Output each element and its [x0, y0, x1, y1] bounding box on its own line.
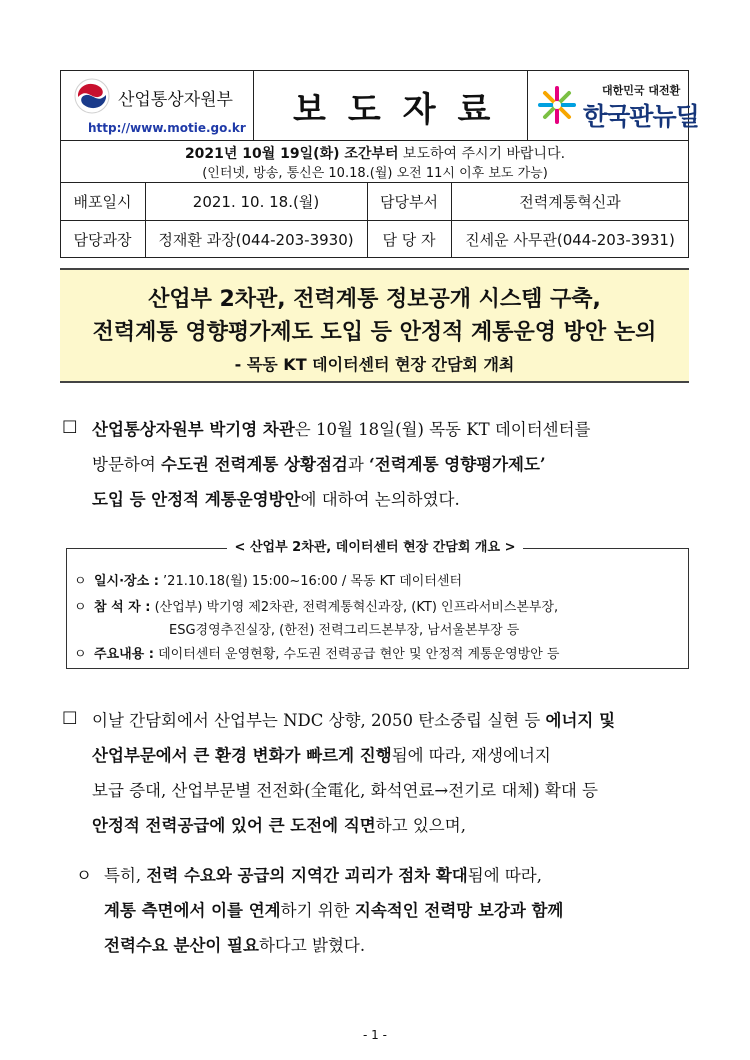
text: 방문하여: [92, 455, 162, 474]
text: 과: [347, 455, 370, 474]
paragraph-1-line-1: [92, 416, 590, 440]
paragraph-2-line-1: [92, 707, 615, 731]
manager-value: 정재환 과장(044-203-3930): [158, 230, 354, 249]
summary-value: (산업부) 박기영 제2차관, 전력계통혁신과장, (KT) 인프라서비스본부장,: [154, 600, 559, 615]
summary-row-datetime: [94, 570, 462, 589]
text: 이날 간담회에서 산업부는 NDC 상향, 2050 탄소중립 실현 등: [92, 711, 546, 730]
press-release-title: 보도자료: [293, 90, 513, 130]
summary-label: 일시·장소 :: [94, 574, 159, 589]
embargo-notice: [0, 143, 750, 163]
ministry-name: 산업통상자원부: [118, 90, 233, 110]
text: 하고 있으며,: [375, 816, 466, 835]
summary-row-attendees: [94, 596, 558, 615]
summary-bullet: ㅇ: [74, 574, 87, 589]
paragraph-1-line-2: [92, 451, 546, 475]
manager-label: 담당과장: [73, 230, 132, 249]
new-deal-name: 한국판뉴딜: [583, 102, 699, 131]
text: 특히,: [104, 866, 147, 885]
paragraph-3-bullet: ㅇ: [76, 866, 92, 885]
emphasis: 지속적인 전력망 보강과 함께: [354, 901, 564, 920]
paragraph-2-line-3: 보급 증대, 산업부문별 전전화(全電化, 화석연료→전기로 대체) 확대 등: [92, 781, 598, 800]
emphasis: 계통 측면에서 이를 연계: [104, 901, 281, 920]
page-number: - 1 -: [363, 1028, 387, 1042]
ministry-emblem-icon: [74, 78, 110, 114]
summary-row-attendees-cont: ESG경영추진실장, (한전) 전력그리드본부장, 남서울본부장 등: [169, 623, 520, 638]
paragraph-2-line-4: [92, 812, 466, 836]
divider: [60, 140, 689, 141]
emphasis: 도입 등 안정적 계통운영방안: [92, 490, 301, 509]
text: 은 10월 18일(월) 목동 KT 데이터센터를: [294, 420, 591, 439]
dist-value: 2021. 10. 18.(월): [192, 192, 320, 211]
dept-label: 담당부서: [380, 192, 438, 211]
emphasis: 안정적 전력공급에 있어 큰 도전에 직면: [92, 816, 376, 835]
ministry-url[interactable]: http://www.motie.go.kr: [88, 121, 246, 135]
new-deal-logo-icon: [536, 84, 578, 126]
summary-value: 데이터센터 운영현황, 수도권 전력공급 현안 및 안정적 계통운영방안 등: [158, 647, 560, 662]
emphasis: 산업부문에서 큰 환경 변화가 빠르게 진행: [92, 746, 392, 765]
paragraph-3-line-1: [104, 862, 542, 886]
summary-title-text: < 산업부 2차관, 데이터센터 현장 간담회 개요 >: [227, 540, 524, 555]
dist-label: 배포일시: [73, 192, 132, 211]
summary-label: 참 석 자 :: [94, 600, 151, 615]
staff-value: 진세운 사무관(044-203-3931): [465, 230, 675, 249]
paragraph-1-line-3: [92, 486, 460, 510]
summary-title: [0, 536, 750, 555]
text: 됨에 따라,: [467, 866, 542, 885]
summary-label: 주요내용 :: [94, 647, 154, 662]
text: 에 대하여 논의하였다.: [300, 490, 460, 509]
dept-value: 전력계통혁신과: [519, 192, 621, 211]
emphasis: 에너지 및: [545, 711, 616, 730]
paragraph-2-line-2: [92, 742, 551, 766]
headline-line-1: 산업부 2차관, 전력계통 정보공개 시스템 구축,: [148, 287, 601, 312]
headline-line-2: 전력계통 영향평가제도 도입 등 안정적 계통운영 방안 논의: [92, 320, 657, 345]
emphasis: 산업통상자원부 박기영 차관: [92, 420, 295, 439]
summary-bullet: ㅇ: [74, 647, 87, 662]
emphasis: ‘전력계통 영향평가제도’: [369, 455, 546, 474]
embargo-subnotice: (인터넷, 방송, 통신은 10.18.(월) 오전 11시 이후 보도 가능): [202, 166, 548, 181]
text: 됨에 따라, 재생에너지: [391, 746, 551, 765]
headline-subtitle: - 목동 KT 데이터센터 현장 간담회 개최: [234, 355, 515, 374]
emphasis: 수도권 전력계통 상황점검: [161, 455, 348, 474]
emphasis: 전력 수요와 공급의 지역간 괴리가 점차 확대: [146, 866, 468, 885]
text: 하다고 밝혔다.: [258, 936, 366, 955]
embargo-date: 2021년 10월 19일(화) 조간부터: [184, 146, 399, 162]
summary-row-agenda: [94, 643, 559, 662]
paragraph-3-line-2: [104, 897, 563, 921]
paragraph-2-bullet: □: [62, 707, 78, 726]
text: 하기 위한: [280, 901, 355, 920]
summary-bullet: ㅇ: [74, 600, 87, 615]
summary-value: ’21.10.18(월) 15:00~16:00 / 목동 KT 데이터센터: [163, 574, 462, 589]
divider: [527, 70, 528, 140]
new-deal-slogan: 대한민국 대전환: [602, 84, 681, 97]
staff-label: 담 당 자: [382, 230, 436, 249]
emphasis: 전력수요 분산이 필요: [104, 936, 259, 955]
divider: [253, 70, 254, 140]
headline-box: [60, 268, 689, 383]
paragraph-3-line-3: [104, 932, 365, 956]
paragraph-1-bullet: □: [62, 416, 78, 435]
embargo-text: 보도하여 주시기 바랍니다.: [398, 146, 566, 162]
